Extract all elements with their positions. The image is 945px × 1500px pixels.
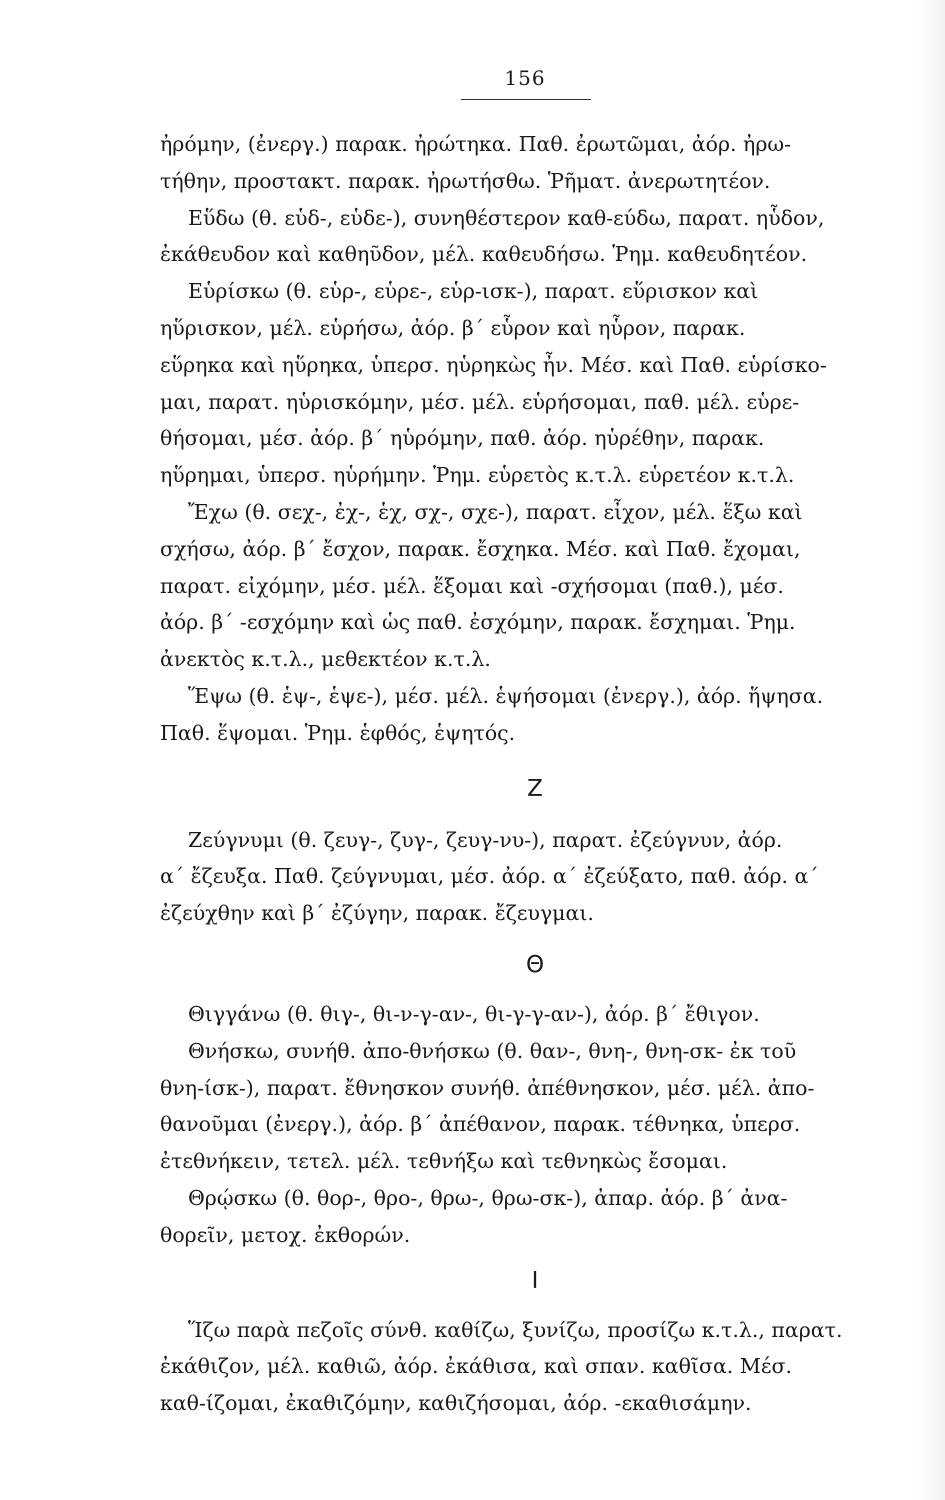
text-line: Παθ. ἕψομαι. Ῥημ. ἑφθός, ἑψητός. (160, 720, 516, 745)
text-line: ἀνεκτὸς κ.τ.λ., μεθεκτέον κ.τ.λ. (160, 647, 491, 672)
text-line: ηὕρισκον, μέλ. εὑρήσω, ἀόρ. β΄ εὗρον καὶ ηὗρον, παρακ. (160, 315, 746, 340)
section-heading-iota: Ι (531, 1267, 539, 1294)
text-line: ηὕρημαι, ὑπερσ. ηὑρήμην. Ῥημ. εὑρετὸς κ.τ.λ. εὑρετέον κ.τ.λ. (160, 463, 795, 488)
text-line: ἀόρ. β΄ -εσχόμην καὶ ὡς παθ. ἐσχόμην, παρακ. ἔσχημαι. Ῥημ. (160, 610, 796, 635)
text-line: μαι, παρατ. ηὑρισκόμην, μέσ. μέλ. εὑρήσομαι, παθ. μέλ. εὑρε- (160, 389, 800, 414)
text-line: εὕρηκα καὶ ηὕρηκα, ὑπερσ. ηὑρηκὼς ἦν. Μέσ. καὶ Παθ. εὑρίσκο- (160, 352, 827, 377)
entry-thnesko: Θνήσκω, συνήθ. ἀπο-θνήσκω (θ. θαν-, θνη-, θνη-σκ- ἐκ τοῦ (188, 1038, 797, 1063)
text-line: τήθην, προστακτ. παρακ. ἠρωτήσθω. Ῥῆματ. ἀνερωτητέον. (160, 168, 771, 193)
text-line: α΄ ἔζευξα. Παθ. ζεύγνυμαι, μέσ. ἀόρ. α΄ ἐζεύξατο, παθ. ἀόρ. α΄ (160, 864, 819, 889)
entry-echo: Ἔχω (θ. σεχ-, ἐχ-, ἑχ, σχ-, σχε-), παρατ. εἶχον, μέλ. ἕξω καὶ (188, 499, 803, 524)
text-line: θανοῦμαι (ἐνεργ.), ἀόρ. β΄ ἀπέθανον, παρακ. τέθνηκα, ὑπερσ. (160, 1112, 801, 1137)
page-number-rule (461, 99, 591, 100)
text-line: σχήσω, ἀόρ. β΄ ἔσχον, παρακ. ἔσχηκα. Μέσ. καὶ Παθ. ἔχομαι, (160, 536, 801, 561)
entry-heurisko: Εὑρίσκω (θ. εὑρ-, εὑρε-, εὑρ-ισκ-), παρατ. εὕρισκον καὶ (188, 279, 759, 304)
page-number: 156 (504, 66, 546, 90)
text-line: θορεῖν, μετοχ. ἐκθορών. (160, 1222, 411, 1247)
text-line: παρατ. εἰχόμην, μέσ. μέλ. ἕξομαι καὶ -σχήσομαι (παθ.), μέσ. (160, 573, 784, 598)
text-line: ἐζεύχθην καὶ β΄ ἐζύγην, παρακ. ἔζευγμαι. (160, 901, 594, 926)
text-line: θνη-ίσκ-), παρατ. ἔθνησκον συνήθ. ἀπέθνησκον, μέσ. μέλ. ἀπο- (160, 1075, 815, 1100)
entry-eudo: Εὕδω (θ. εὑδ-, εὑδε-), συνηθέστερον καθ-εύδω, παρατ. ηὗδον, (188, 205, 825, 230)
text-line: ἐτεθνήκειν, τετελ. μέλ. τεθνήξω καὶ τεθνηκὼς ἔσομαι. (160, 1149, 728, 1174)
section-heading-theta: Θ (525, 951, 545, 978)
entry-thiggano: Θιγγάνω (θ. θιγ-, θι-ν-γ-αν-, θι-γ-γ-αν-), ἀόρ. β΄ ἔθιγον. (188, 1001, 760, 1026)
page-body (160, 126, 910, 1422)
text-line: θήσομαι, μέσ. ἀόρ. β΄ ηὑρόμην, παθ. ἀόρ. ηὑρέθην, παρακ. (160, 426, 765, 451)
page-edge-shadow (917, 0, 945, 1500)
entry-throsko: Θρῴσκω (θ. θορ-, θρο-, θρω-, θρω-σκ-), ἀπαρ. ἀόρ. β΄ ἀνα- (188, 1185, 788, 1210)
text-line: ἐκάθευδον καὶ καθηῦδον, μέλ. καθευδήσω. Ῥημ. καθευδητέον. (160, 242, 808, 267)
text-line: ἐκάθιζον, μέλ. καθιῶ, ἀόρ. ἐκάθισα, καὶ σπαν. καθῖσα. Μέσ. (160, 1354, 792, 1379)
entry-hizo: Ἵζω παρὰ πεζοῖς σύνθ. καθίζω, ξυνίζω, προσίζω κ.τ.λ., παρατ. (188, 1317, 843, 1342)
text-line: ἠρόμην, (ἐνεργ.) παρακ. ἠρώτηκα. Παθ. ἐρωτῶμαι, ἀόρ. ἠρω- (160, 132, 792, 156)
entry-hepso: Ἕψω (θ. ἑψ-, ἑψε-), μέσ. μέλ. ἑψήσομαι (ἐνεργ.), ἀόρ. ἥψησα. (188, 683, 824, 708)
text-line: καθ-ίζομαι, ἐκαθιζόμην, καθιζήσομαι, ἀόρ. -εκαθισάμην. (160, 1391, 752, 1416)
entry-zeugnymi: Ζεύγνυμι (θ. ζευγ-, ζυγ-, ζευγ-νυ-), παρατ. ἐζεύγνυν, ἀόρ. (188, 827, 783, 852)
section-heading-zeta: Ζ (527, 775, 543, 802)
